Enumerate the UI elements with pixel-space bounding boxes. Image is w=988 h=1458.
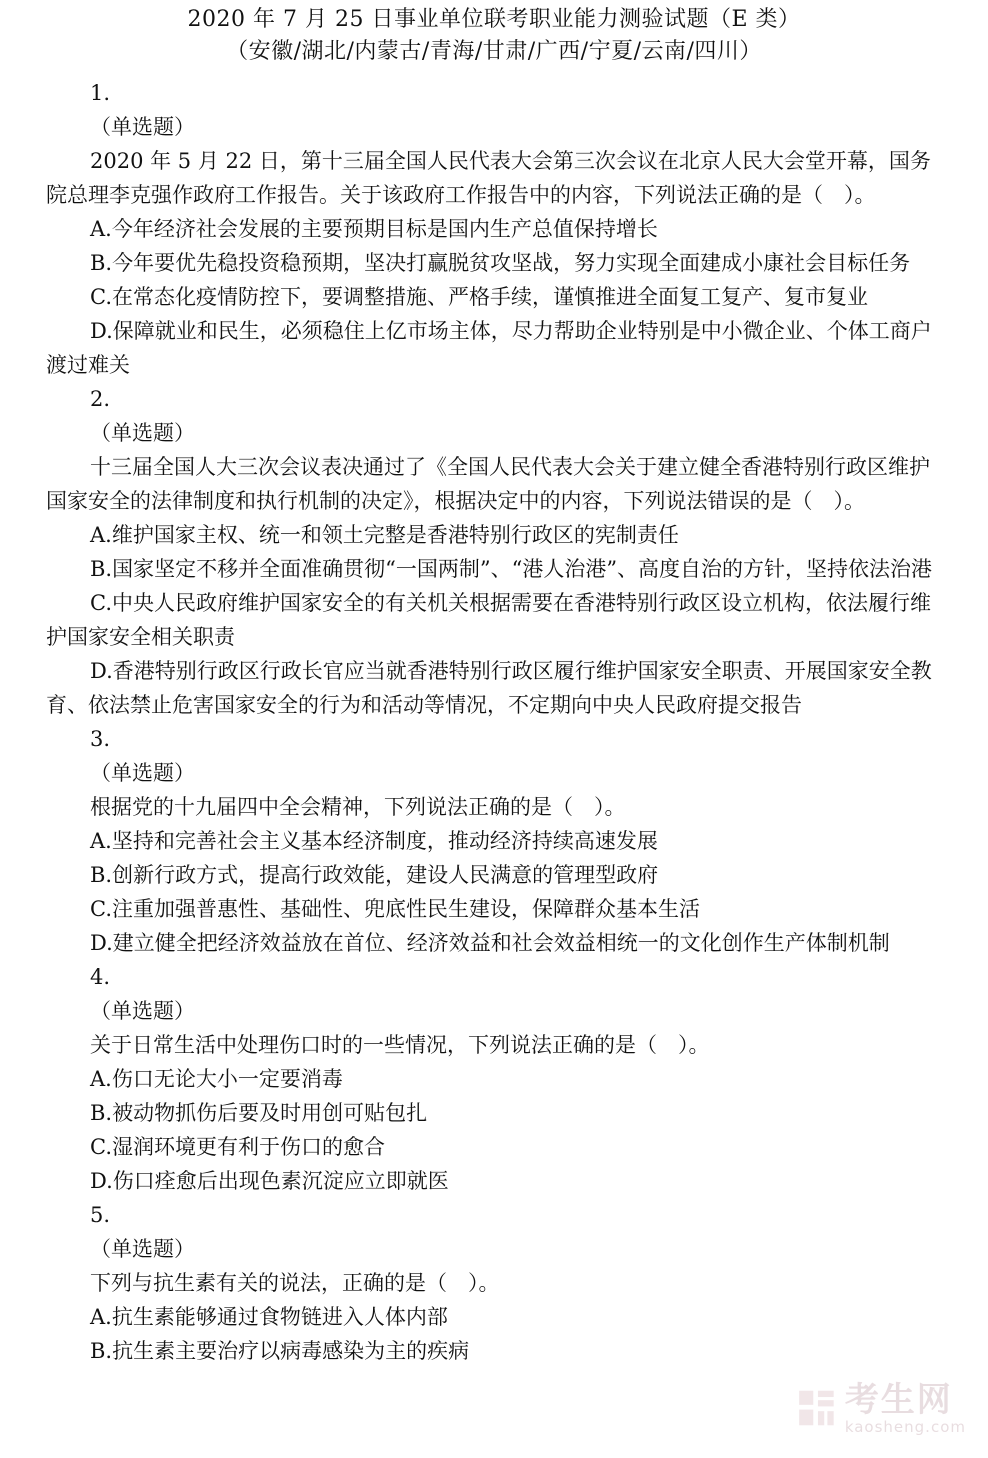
option-a: A.维护国家主权、统一和领土完整是香港特别行政区的宪制责任 — [90, 523, 679, 547]
option-d: D.伤口痊愈后出现色素沉淀应立即就医 — [90, 1169, 449, 1193]
question-number: 4. — [90, 965, 111, 989]
question-type: （单选题） — [90, 115, 195, 139]
kaosheng-logo-icon — [796, 1382, 837, 1434]
watermark-text — [845, 1381, 966, 1435]
question-4 — [46, 960, 946, 1198]
watermark-domain: kaosheng.com — [844, 1418, 966, 1436]
question-1 — [46, 76, 946, 382]
option-a: A.抗生素能够通过食物链进入人体内部 — [90, 1305, 448, 1329]
question-stem: 十三届全国人大三次会议表决通过了《全国人民代表大会关于建立健全香港特别行政区维护国家安全的法律制度和执行机制的决定》，根据决定中的内容，下列说法错误的是（ ）。 — [46, 455, 930, 513]
option-a: A.坚持和完善社会主义基本经济制度，推动经济持续高速发展 — [90, 829, 658, 853]
option-d: D.保障就业和民生，必须稳住上亿市场主体，尽力帮助企业特别是中小微企业、个体工商户渡过难关 — [46, 319, 932, 377]
question-stem: 下列与抗生素有关的说法，正确的是（ ）。 — [90, 1271, 500, 1295]
option-b: B.抗生素主要治疗以病毒感染为主的疾病 — [90, 1339, 470, 1363]
option-d: D.建立健全把经济效益放在首位、经济效益和社会效益相统一的文化创作生产体制机制 — [90, 931, 890, 955]
option-c: C.在常态化疫情防控下，要调整措施、严格手续，谨慎推进全面复工复产、复市复业 — [90, 285, 868, 309]
option-d: D.香港特别行政区行政长官应当就香港特别行政区履行维护国家安全职责、开展国家安全教育、依法禁止危害国家安全的行为和活动等情况，不定期向中央人民政府提交报告 — [46, 659, 932, 717]
question-stem: 2020 年 5 月 22 日，第十三届全国人民代表大会第三次会议在北京人民大会堂开幕，国务院总理李克强作政府工作报告。关于该政府工作报告中的内容，下列说法正确的是（ ）。 — [46, 149, 931, 207]
question-2 — [46, 382, 946, 722]
question-type: （单选题） — [90, 999, 195, 1023]
option-c: C.注重加强普惠性、基础性、兜底性民生建设，保障群众基本生活 — [90, 897, 700, 921]
question-list — [0, 68, 988, 1368]
question-stem: 根据党的十九届四中全会精神，下列说法正确的是（ ）。 — [90, 795, 626, 819]
question-number: 1. — [90, 81, 111, 105]
option-c: C.湿润环境更有利于伤口的愈合 — [90, 1135, 385, 1159]
question-number: 5. — [90, 1203, 111, 1227]
question-number: 3. — [90, 727, 111, 751]
question-number: 2. — [90, 387, 111, 411]
page-title: 2020 年 7 月 25 日事业单位联考职业能力测验试题（E 类） — [187, 7, 801, 32]
question-stem: 关于日常生活中处理伤口时的一些情况，下列说法正确的是（ ）。 — [90, 1033, 710, 1057]
option-b: B.国家坚定不移并全面准确贯彻“一国两制”、“港人治港”、高度自治的方针，坚持依法治港 — [90, 557, 933, 581]
option-a: A.伤口无论大小一定要消毒 — [90, 1067, 343, 1091]
watermark-name: 考生网 — [844, 1380, 953, 1420]
option-a: A.今年经济社会发展的主要预期目标是国内生产总值保持增长 — [90, 217, 658, 241]
question-type: （单选题） — [90, 1237, 195, 1261]
question-type: （单选题） — [90, 761, 195, 785]
option-b: B.被动物抓伤后要及时用创可贴包扎 — [90, 1101, 428, 1125]
question-3 — [46, 722, 946, 960]
watermark-logo — [796, 1374, 966, 1442]
page-subtitle: （安徽/湖北/内蒙古/青海/甘肃/广西/宁夏/云南/四川） — [226, 39, 762, 64]
option-b: B.创新行政方式，提高行政效能，建设人民满意的管理型政府 — [90, 863, 659, 887]
option-c: C.中央人民政府维护国家安全的有关机关根据需要在香港特别行政区设立机构，依法履行维护国家安全相关职责 — [46, 591, 931, 649]
question-type: （单选题） — [90, 421, 195, 445]
question-5 — [46, 1198, 946, 1368]
option-b: B.今年要优先稳投资稳预期，坚决打赢脱贫攻坚战，努力实现全面建成小康社会目标任务 — [90, 251, 911, 275]
